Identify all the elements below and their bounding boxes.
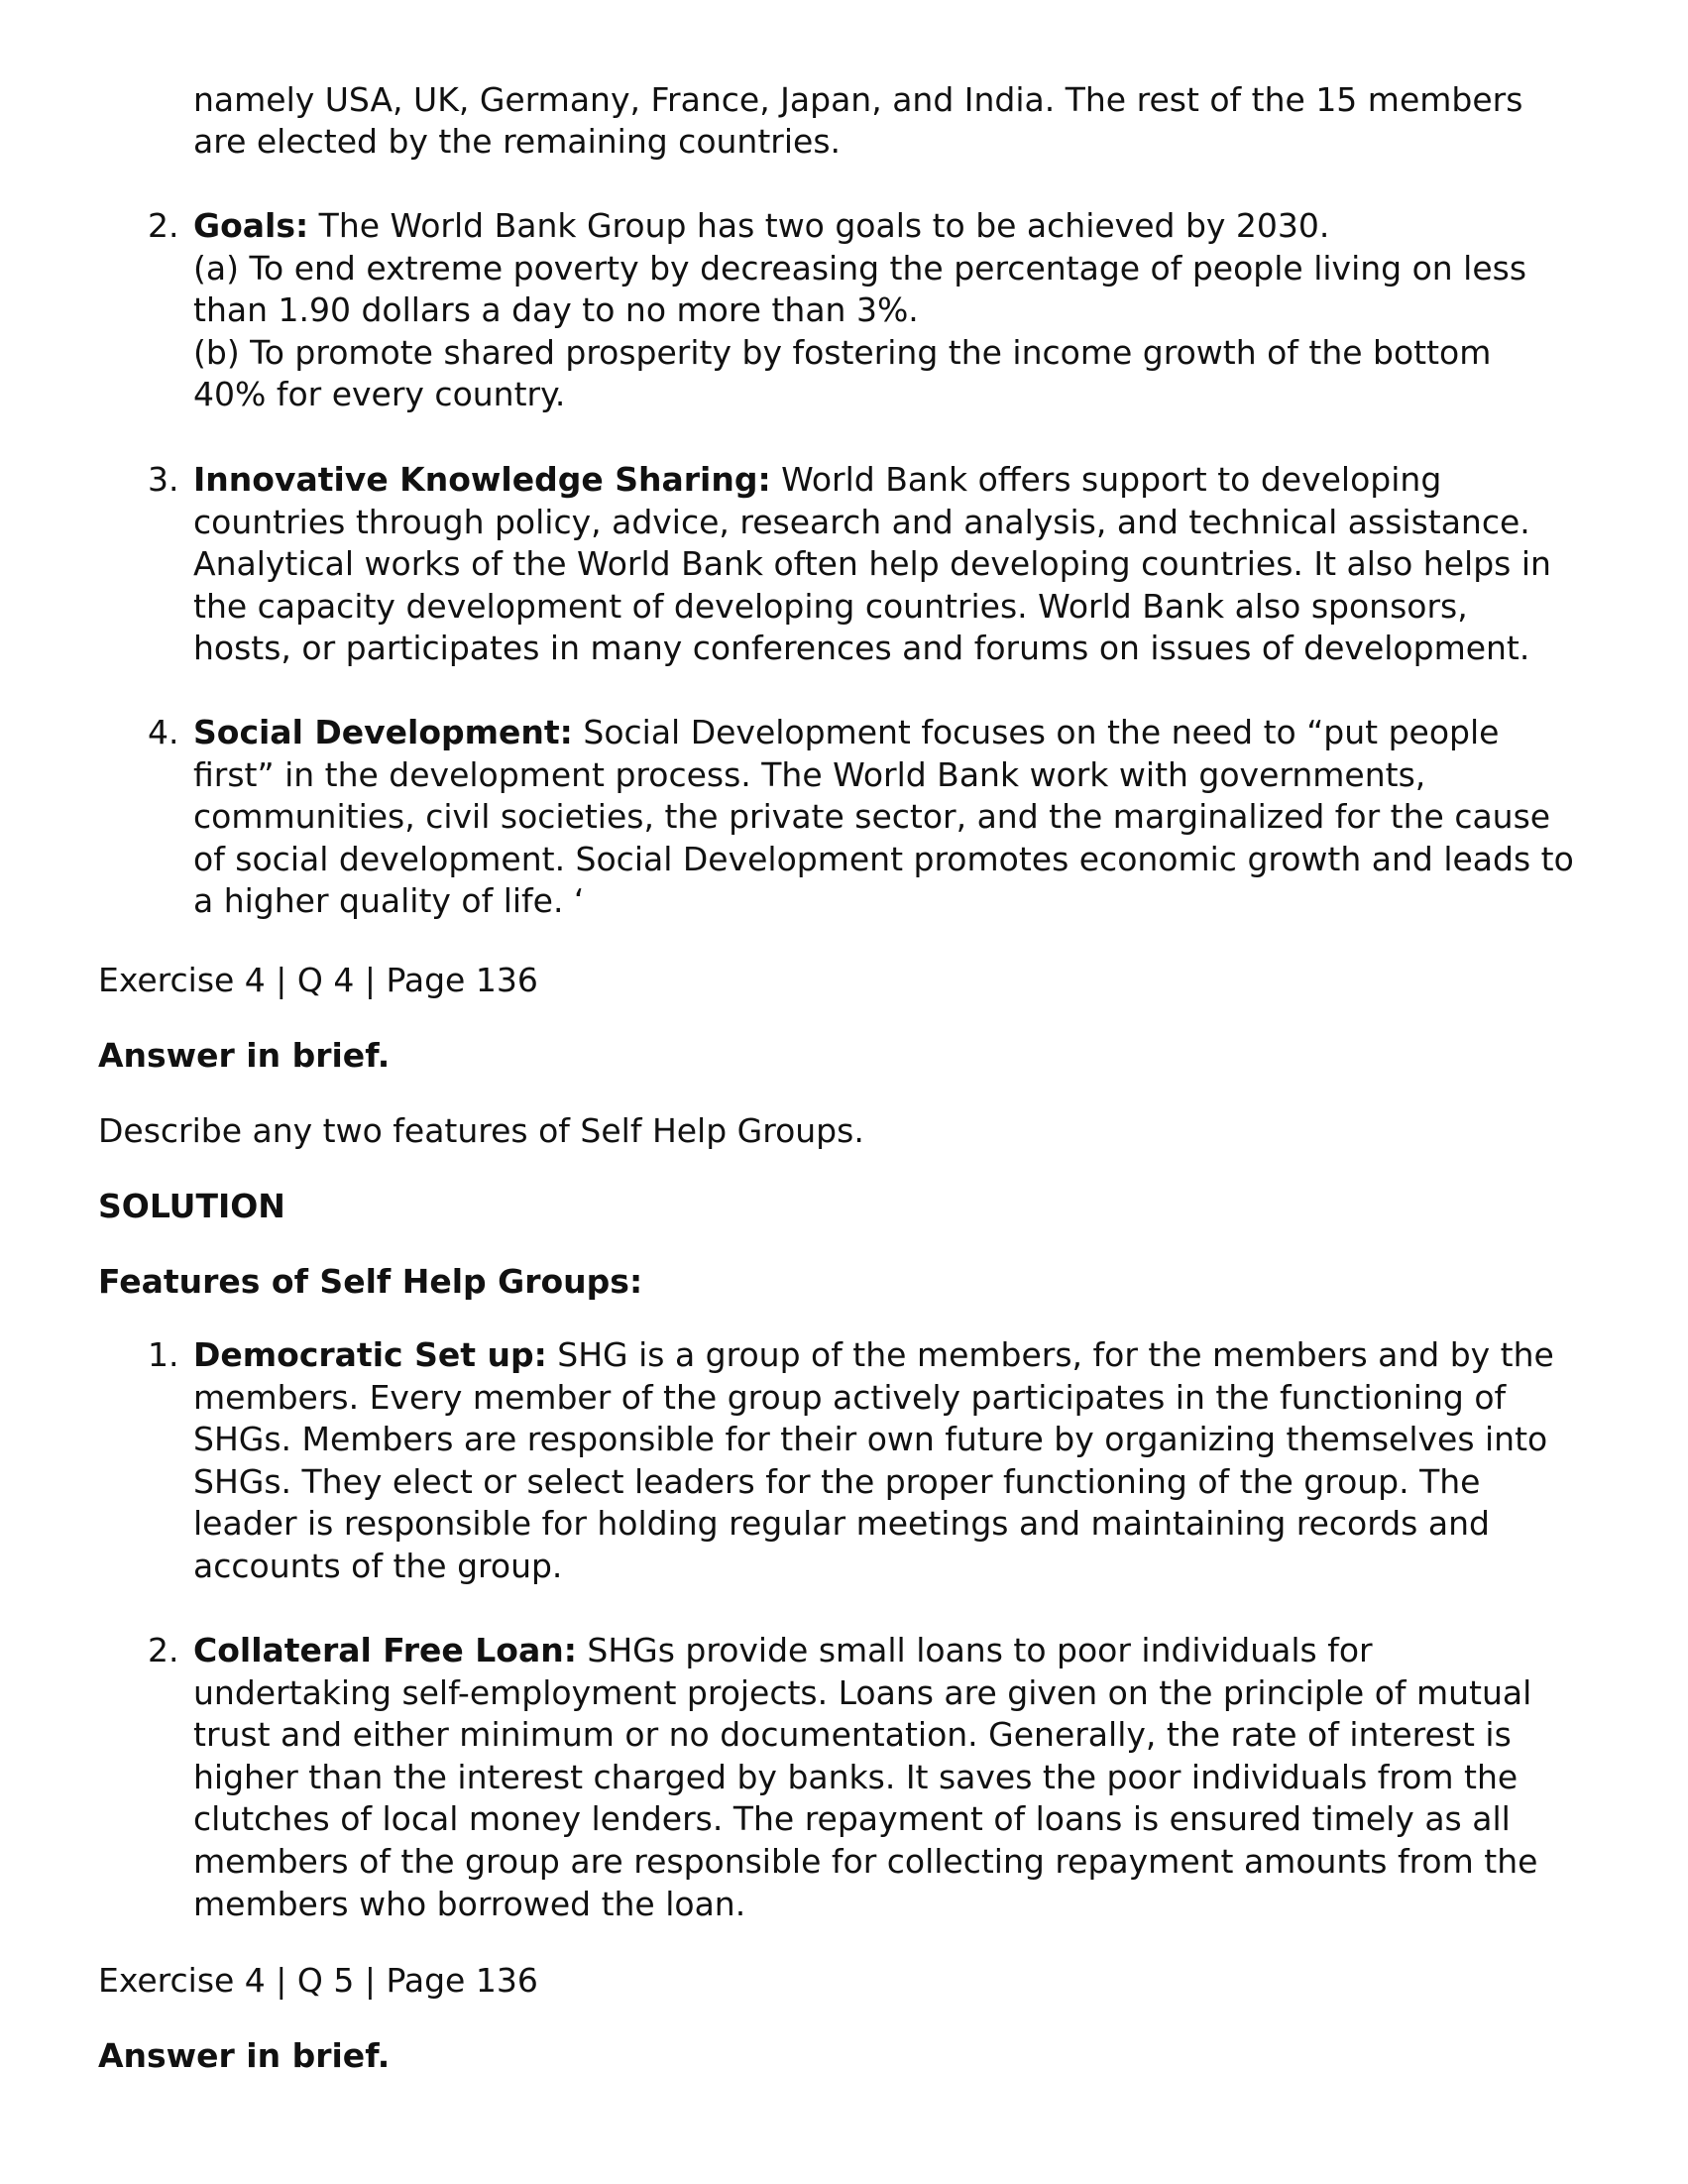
item-text: members who borrowed the loan. xyxy=(193,1884,746,1923)
features-heading: Features of Self Help Groups: xyxy=(98,1262,643,1301)
solution-label: SOLUTION xyxy=(98,1187,285,1225)
list-number: 2. xyxy=(148,1631,179,1669)
answer-prompt: Answer in brief. xyxy=(98,2036,391,2075)
item-text: accounts of the group. xyxy=(193,1546,563,1585)
item-text: countries through policy, advice, research and analysis, and technical assistance. xyxy=(193,502,1530,541)
list-number: 1. xyxy=(148,1335,179,1374)
item-text: clutches of local money lenders. The repayment of loans is ensured timely as all xyxy=(193,1799,1511,1839)
item-title: Goals: xyxy=(193,206,309,245)
item-text: of social development. Social Development promotes economic growth and leads to xyxy=(193,839,1574,878)
item-text: Social Development focuses on the need to “put people xyxy=(572,713,1500,751)
answer-prompt: Answer in brief. xyxy=(98,1036,391,1075)
item-text: trust and either minimum or no documentation. Generally, the rate of interest is xyxy=(193,1715,1512,1755)
continuation-line-1: namely USA, UK, Germany, France, Japan, and India. The rest of the 15 members xyxy=(193,80,1523,119)
list-number: 4. xyxy=(148,713,179,751)
item-title: Innovative Knowledge Sharing: xyxy=(193,460,771,499)
item-text: hosts, or participates in many conferences and forums on issues of development. xyxy=(193,629,1530,668)
item-text: communities, civil societies, the private sector, and the marginalized for the cause xyxy=(193,797,1551,837)
item-title: Social Development: xyxy=(193,713,573,751)
item-text: World Bank offers support to developing xyxy=(770,460,1442,499)
item-text: SHGs provide small loans to poor individuals for xyxy=(576,1631,1373,1669)
list-number: 2. xyxy=(148,206,179,245)
item-text: higher than the interest charged by banks. It saves the poor individuals from the xyxy=(193,1757,1519,1796)
item-text: than 1.90 dollars a day to no more than 3%. xyxy=(193,290,919,330)
exercise-reference: Exercise 4 | Q 5 | Page 136 xyxy=(98,1961,538,2000)
item-text: Analytical works of the World Bank often help developing countries. It also helps in xyxy=(193,544,1551,584)
item-text: a higher quality of life. ‘ xyxy=(193,881,585,921)
item-title: Collateral Free Loan: xyxy=(193,1631,577,1669)
item-text: SHG is a group of the members, for the members and by the xyxy=(546,1335,1554,1374)
item-text: The World Bank Group has two goals to be achieved by 2030. xyxy=(308,206,1330,245)
list-item-knowledge-sharing xyxy=(149,459,1586,670)
list-item-collateral-free-loan xyxy=(149,1630,1586,1925)
item-text: (b) To promote shared prosperity by fostering the income growth of the bottom xyxy=(193,332,1492,372)
exercise-reference: Exercise 4 | Q 4 | Page 136 xyxy=(98,961,538,999)
item-text: undertaking self-employment projects. Loans are given on the principle of mutual xyxy=(193,1672,1532,1712)
list-item-democratic-setup xyxy=(149,1334,1586,1588)
item-text: SHGs. They elect or select leaders for the proper functioning of the group. The xyxy=(193,1461,1481,1501)
item-text: members of the group are responsible for collecting repayment amounts from the xyxy=(193,1841,1538,1881)
item-title: Democratic Set up: xyxy=(193,1335,547,1374)
list-item-goals xyxy=(149,205,1586,416)
list-item-social-development xyxy=(149,712,1586,923)
item-text: (a) To end extreme poverty by decreasing the percentage of people living on less xyxy=(193,248,1527,287)
item-text: leader is responsible for holding regular meetings and maintaining records and xyxy=(193,1504,1490,1544)
list-number: 3. xyxy=(148,460,179,499)
continuation-line-2: are elected by the remaining countries. xyxy=(193,122,842,161)
item-text: the capacity development of developing countries. World Bank also sponsors, xyxy=(193,586,1468,626)
item-text: 40% for every country. xyxy=(193,375,566,414)
item-text: members. Every member of the group actively participates in the functioning of xyxy=(193,1377,1507,1417)
question-text: Describe any two features of Self Help Groups. xyxy=(98,1111,864,1150)
item-text: first” in the development process. The World Bank work with governments, xyxy=(193,754,1426,794)
item-text: SHGs. Members are responsible for their own future by organizing themselves into xyxy=(193,1420,1548,1459)
